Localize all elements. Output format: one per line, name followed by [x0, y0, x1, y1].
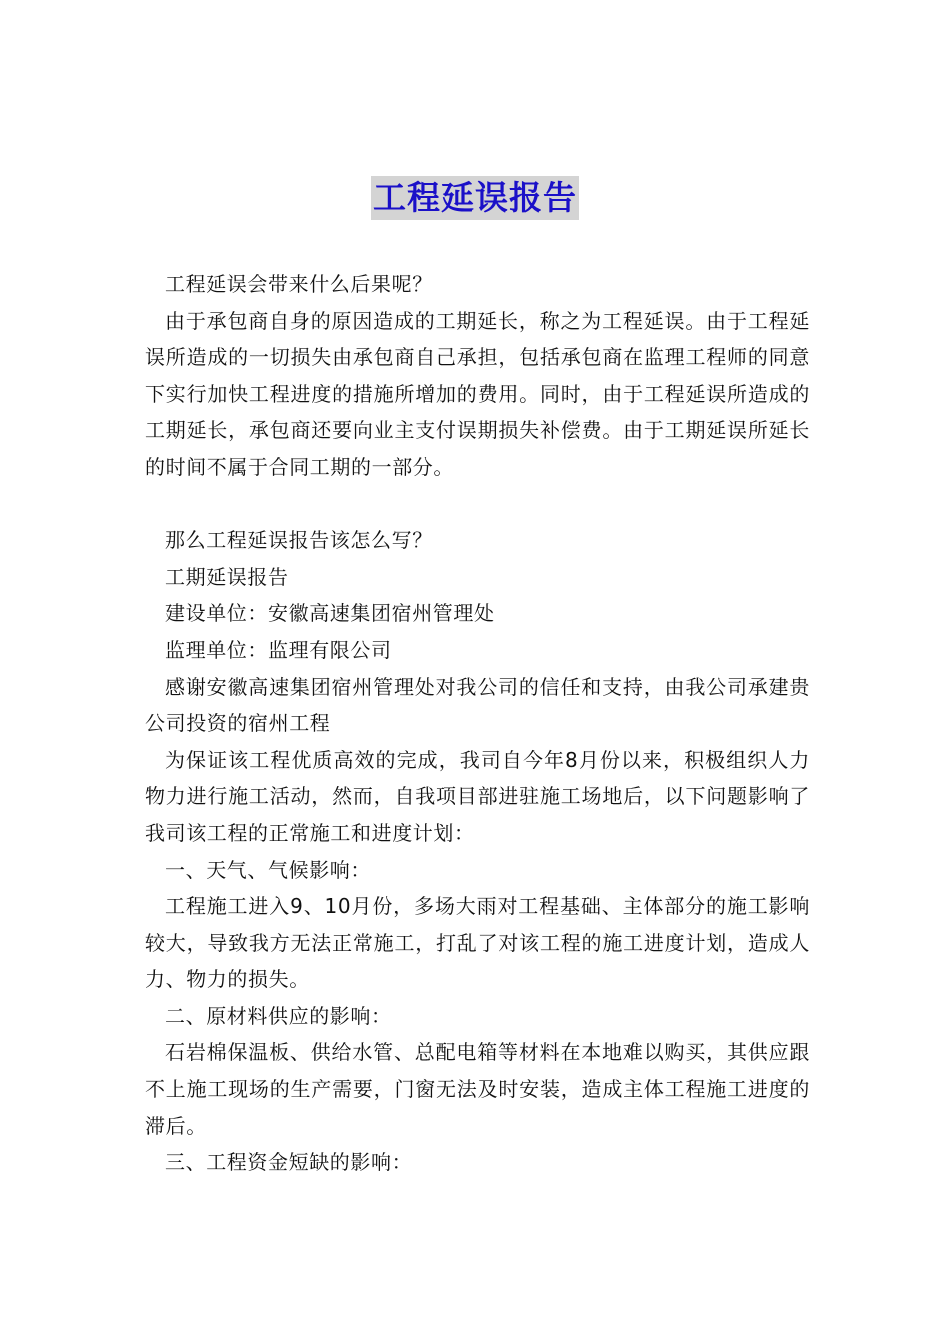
paragraph-delay-definition: 由于承包商自身的原因造成的工期延长，称之为工程延误。由于工程延误所造成的一切损失由承包商自己承担，包括承包商在监理工程师的同意下实行加快工程进度的措施所增加的费用。同时，由于工程延误所造成的工期延长，承包商还要向业主支付误期损失补偿费。由于工期延误所延长的时间不属于合同工期的一部分。: [145, 308, 810, 479]
paragraph-thanks: 感谢安徽高速集团宿州管理处对我公司的信任和支持，由我公司承建贵公司投资的宿州工程: [145, 674, 810, 736]
supervision-unit: 监理单位：监理有限公司: [165, 637, 392, 662]
paragraph-intro: 为保证该工程优质高效的完成，我司自今年8月份以来，积极组织人力物力进行施工活动，然而，自我项目部进驻施工场地后，以下问题影响了我司该工程的正常施工和进度计划：: [145, 747, 810, 845]
paragraph-weather: 工程施工进入9、10月份，多场大雨对工程基础、主体部分的施工影响较大，导致我方无法正常施工，打乱了对该工程的施工进度计划，造成人力、物力的损失。: [145, 894, 810, 992]
document-body: [145, 266, 810, 1181]
blank-line: [145, 486, 810, 523]
paragraph-question-consequences: 工程延误会带来什么后果呢？: [165, 272, 433, 296]
report-heading: 工期延误报告: [165, 564, 289, 589]
paragraph-question-how-to-write: 那么工程延误报告该怎么写？: [165, 528, 433, 553]
section-heading-funding: 三、工程资金短缺的影响：: [165, 1150, 413, 1175]
construction-unit: 建设单位：安徽高速集团宿州管理处: [165, 601, 495, 626]
section-heading-materials: 二、原材料供应的影响：: [165, 1003, 392, 1028]
title-wrapper: [0, 176, 950, 220]
section-heading-weather: 一、天气、气候影响：: [165, 857, 371, 882]
document-title: 工程延误报告: [371, 176, 579, 220]
paragraph-materials: 石岩棉保温板、供给水管、总配电箱等材料在本地难以购买，其供应跟不上施工现场的生产需要，门窗无法及时安装，造成主体工程施工进度的滞后。: [145, 1040, 810, 1138]
